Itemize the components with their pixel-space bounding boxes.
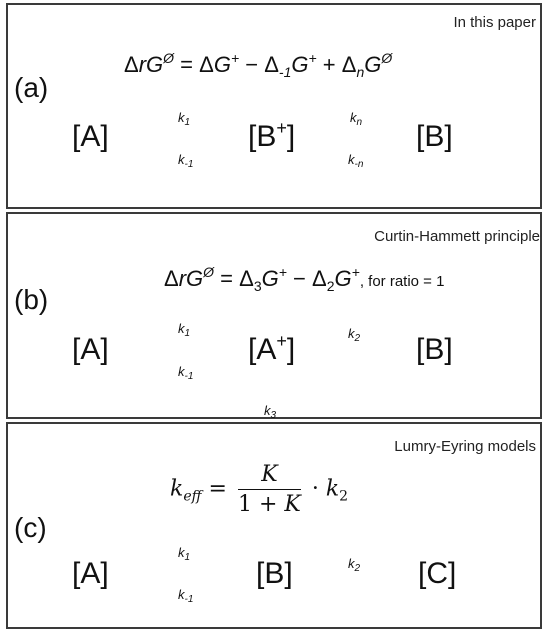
rate-k-minus-1: $k_{-1}$ <box>178 152 194 170</box>
species-a: [A] <box>72 557 109 590</box>
species-b: [B] <box>256 557 293 590</box>
panel-a-equation: $\Delta rG^Ø = \Delta G^+ - \Delta_{-1}G^+ + \Delta_nG^Ø$ <box>124 50 393 80</box>
panel-a-letter: (a) <box>14 72 49 103</box>
species-a: [A] <box>72 120 109 153</box>
panel-a-heading: In this paper <box>453 14 536 31</box>
species-b: [B] <box>416 120 453 153</box>
rate-k2: $k_2$ <box>348 326 361 344</box>
rate-kn: $k_n$ <box>350 110 363 128</box>
rate-k1: $k_1$ <box>178 321 191 339</box>
panel-a <box>6 3 542 209</box>
panel-c-heading: Lumry-Eyring models <box>394 438 536 455</box>
rate-k1: $k_1$ <box>178 110 191 128</box>
rate-k3: $k_3$ <box>264 403 277 421</box>
panel-c-equation: $k_{eff}$ = $\frac{K}{1 + K}$ · $k_2$ <box>170 462 349 517</box>
rate-k2: $k_2$ <box>348 556 361 574</box>
species-a-plus: [A+] <box>248 331 296 366</box>
species-c: [C] <box>418 557 457 590</box>
panel-c-letter: (c) <box>14 512 47 543</box>
species-b: [B] <box>416 333 453 366</box>
rate-k-minus-n: $k_{-n}$ <box>348 152 364 170</box>
rate-k-minus-1: $k_{-1}$ <box>178 364 194 382</box>
rate-k1: $k_1$ <box>178 545 191 563</box>
species-b-plus: [B+] <box>248 118 296 153</box>
panel-b-equation: $\Delta rG^Ø = \Delta_3G^+ - \Delta_2G^+$, for ratio = 1 <box>164 264 445 294</box>
panel-b-letter: (b) <box>14 284 49 315</box>
fraction: $\frac{K}{1 + K}$ <box>237 462 301 517</box>
rate-k-minus-1: $k_{-1}$ <box>178 587 194 605</box>
panel-b-heading: Curtin-Hammett principle <box>374 228 540 245</box>
species-a: [A] <box>72 333 109 366</box>
